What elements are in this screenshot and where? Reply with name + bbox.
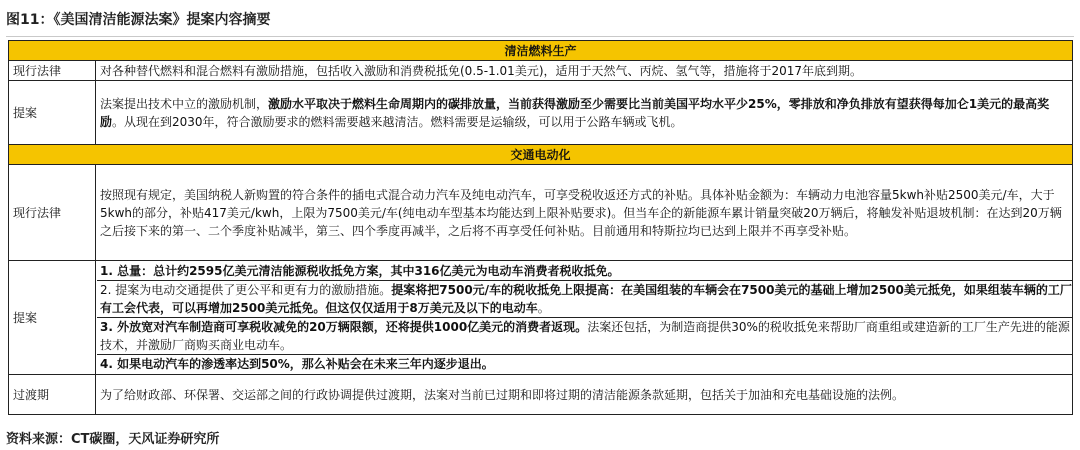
proposal-highlight: 激励水平取决于燃料生命周期内的碳排放量，当前获得激励至少需要比当前美国平均水平少25%，零排放和净负排放有望获得每加仑1美元的最高奖励 xyxy=(100,96,1050,129)
row-label: 现行法律 xyxy=(9,165,96,261)
proposal-item-3 xyxy=(97,318,1072,355)
section-header-row xyxy=(9,145,1073,165)
proposal-text: 法案提出技术中立的激励机制， xyxy=(100,96,269,111)
row-label: 提案 xyxy=(9,261,96,375)
proposal-highlight: 1. 总量：总计约2595亿美元清洁能源税收抵免方案，其中316亿美元为电动车消费者税收抵免。 xyxy=(100,264,620,278)
proposal-highlight: 提案将把7500元/车的税收抵免上限提高：在美国组装的车辆会在7500美元的基础上增加2500美元抵免，如果组装车辆的工厂有工会代表，可以再增加2500美元抵免。但这仅仅适用于8万美元及以下的电动车 xyxy=(100,283,1072,315)
proposal-highlight: 3. 外放宽对汽车制造商可享税收减免的20万辆限额，还将提供1000亿美元的消费者返现。 xyxy=(100,320,588,334)
title-divider xyxy=(6,36,1074,37)
section-heading-clean-fuel: 清洁燃料生产 xyxy=(9,41,1073,61)
row-content xyxy=(96,261,1073,375)
row-label: 现行法律 xyxy=(9,61,96,81)
summary-table xyxy=(8,40,1073,415)
section-heading-ev: 交通电动化 xyxy=(9,145,1073,165)
table-row xyxy=(9,165,1073,261)
proposal-text: 。 xyxy=(537,301,550,315)
proposal-highlight: 4. 如果电动汽车的渗透率达到50%，那么补贴会在未来三年内逐步退出。 xyxy=(100,357,494,371)
row-content: 对各种替代燃料和混合燃料有激励措施，包括收入激励和消费税抵免(0.5-1.01美元)，适用于天然气、丙烷、氢气等，措施将于2017年底到期。 xyxy=(96,61,1073,81)
proposal-text: 法案还包括，为制造商提供30%的税收抵免来帮助厂商重组或建造新的工厂生产先进的能源技术，并激励厂商购买商业电动车。 xyxy=(100,320,1070,352)
row-content: 为了给财政部、环保署、交运部之间的行政协调提供过渡期，法案对当前已过期和即将过期的清洁能源条款延期，包括关于加油和充电基础设施的法例。 xyxy=(96,375,1073,415)
proposal-item-4 xyxy=(97,355,1072,373)
table-row xyxy=(9,261,1073,375)
figure-title: 图11：《美国清洁能源法案》提案内容摘要 xyxy=(6,12,271,28)
proposal-item-2 xyxy=(97,281,1072,318)
table-row xyxy=(9,61,1073,81)
section-header-row xyxy=(9,41,1073,61)
proposal-item-1 xyxy=(97,262,1072,281)
table-row xyxy=(9,375,1073,415)
proposal-text: 2. 提案为电动交通提供了更公平和更有力的激励措施。 xyxy=(100,283,392,297)
row-label: 过渡期 xyxy=(9,375,96,415)
row-content: 按照现有规定，美国纳税人新购置的符合条件的插电式混合动力汽车及纯电动汽车，可享受税收返还方式的补贴。具体补贴金额为：车辆动力电池容量5kwh补贴2500美元/车，大于5kwh的部分，补贴417美元/kwh，上限为7500美元/车(纯电动车型基本均能达到上限补贴要求)。但当车企的新能源车累计销量突破20万辆后，将触发补贴退坡机制：在达到20万辆之后接下来的第一、二个季度补贴减半，第三、四个季度再减半，之后将不再享受任何补贴。目前通用和特斯拉均已达到上限并不再享受补贴。 xyxy=(96,165,1073,261)
row-content xyxy=(96,81,1073,145)
proposal-text: 。从现在到2030年，符合激励要求的燃料需要越来越清洁。燃料需要是运输级，可以用于公路车辆或飞机。 xyxy=(112,114,683,129)
table-row xyxy=(9,81,1073,145)
row-label: 提案 xyxy=(9,81,96,145)
source-note: 资料来源：CT碳圈，天风证券研究所 xyxy=(6,432,220,447)
